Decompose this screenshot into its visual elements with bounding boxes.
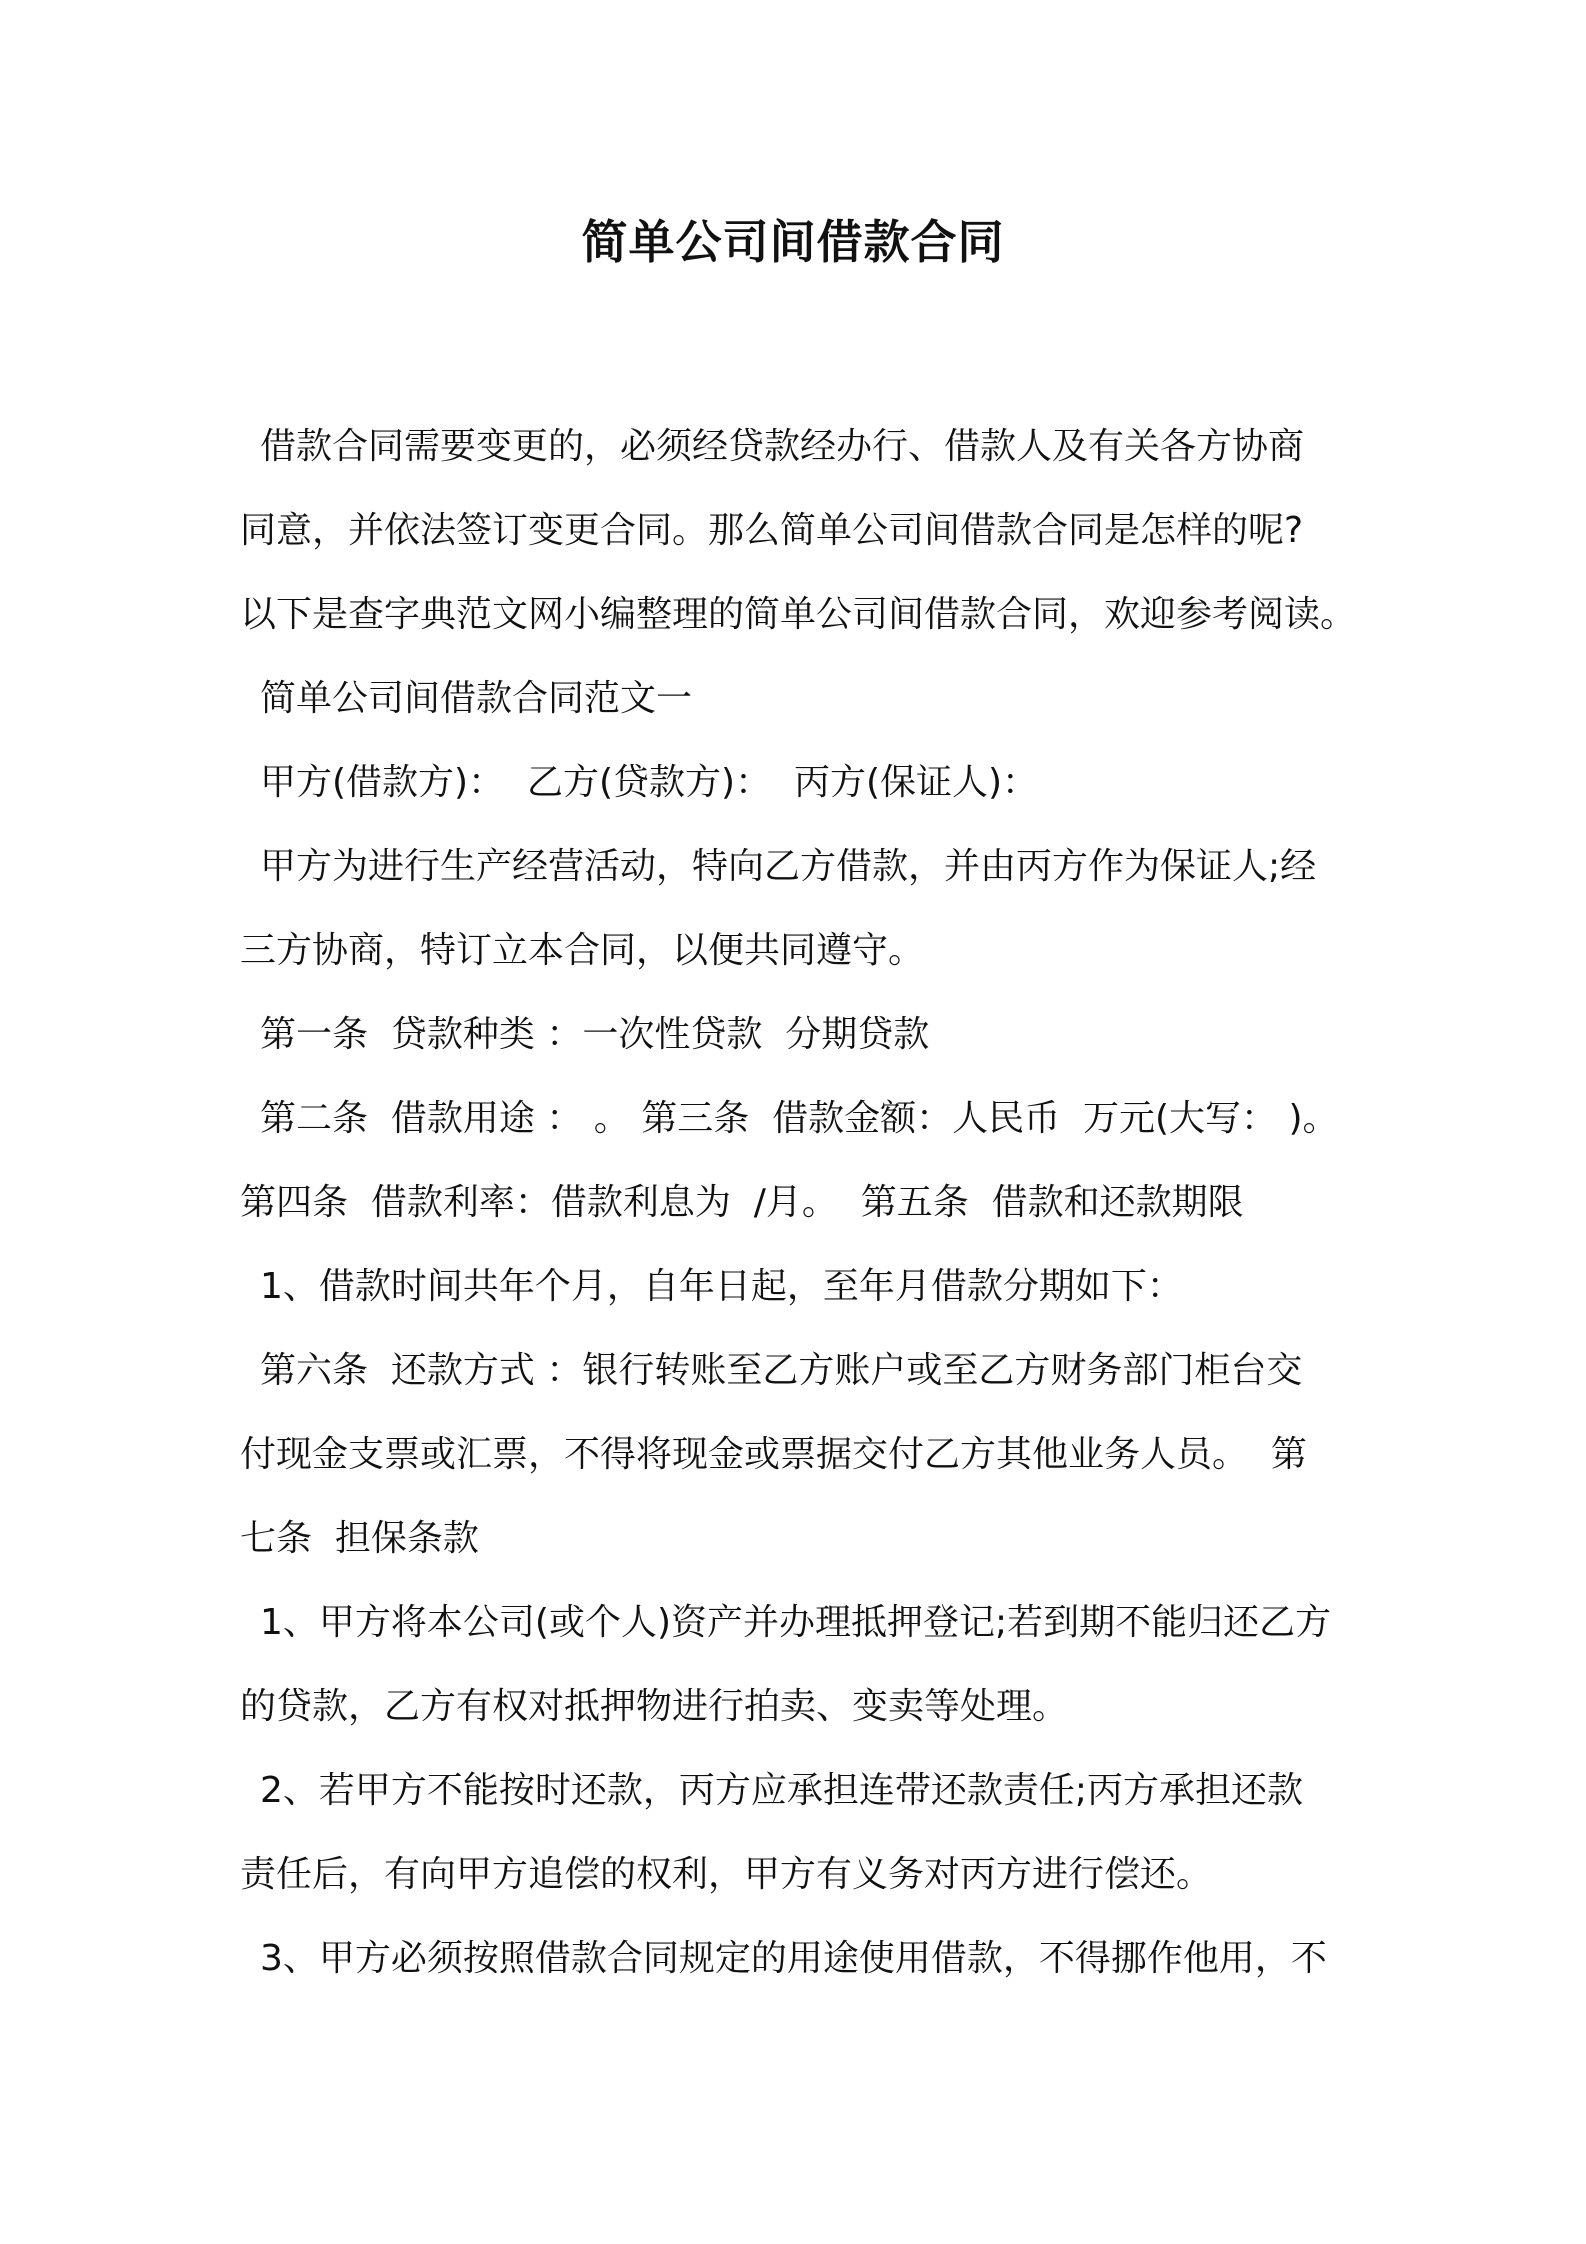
clause-line: 第二条 借款用途 ： 。 第三条 借款金额：人民币 万元(大写： )。 xyxy=(260,1098,1339,1139)
clause-line: 的贷款，乙方有权对抵押物进行拍卖、变卖等处理。 xyxy=(240,1686,1069,1727)
clause-line: 付现金支票或汇票，不得将现金或票据交付乙方其他业务人员。 第 xyxy=(240,1434,1307,1475)
document-title: 简单公司间借款合同 xyxy=(581,215,1005,269)
paragraph-line: 以下是查字典范文网小编整理的简单公司间借款合同，欢迎参考阅读。 xyxy=(240,594,1357,635)
paragraph-line: 三方协商，特订立本合同，以便共同遵守。 xyxy=(240,930,925,971)
paragraph-line: 借款合同需要变更的，必须经贷款经办行、借款人及有关各方协商 xyxy=(260,426,1305,467)
clause-line: 1、甲方将本公司(或个人)资产并办理抵押登记;若到期不能归还乙方 xyxy=(260,1602,1332,1643)
clause-line: 3、甲方必须按照借款合同规定的用途使用借款，不得挪作他用，不 xyxy=(260,1938,1327,1979)
clause-line: 第六条 还款方式 ：银行转账至乙方账户或至乙方财务部门柜台交 xyxy=(260,1350,1303,1391)
clause-line: 第四条 借款利率：借款利息为 /月。 第五条 借款和还款期限 xyxy=(240,1182,1244,1223)
parties-line: 甲方(借款方)： 乙方(贷款方)： 丙方(保证人)： xyxy=(260,762,1039,803)
clause-line: 七条 担保条款 xyxy=(240,1518,479,1559)
clause-line: 2、若甲方不能按时还款，丙方应承担连带还款责任;丙方承担还款 xyxy=(260,1770,1304,1811)
section-heading: 简单公司间借款合同范文一 xyxy=(260,678,693,719)
clause-line: 责任后，有向甲方追偿的权利，甲方有义务对丙方进行偿还。 xyxy=(240,1854,1213,1895)
clause-line: 1、借款时间共年个月，自年日起，至年月借款分期如下： xyxy=(260,1266,1183,1307)
clause-line: 第一条 贷款种类 ：一次性贷款 分期贷款 xyxy=(260,1014,930,1055)
paragraph-line: 甲方为进行生产经营活动，特向乙方借款，并由丙方作为保证人;经 xyxy=(260,846,1317,887)
document-body xyxy=(240,405,1357,2001)
paragraph-line: 同意，并依法签订变更合同。那么简单公司间借款合同是怎样的呢? xyxy=(240,510,1304,551)
